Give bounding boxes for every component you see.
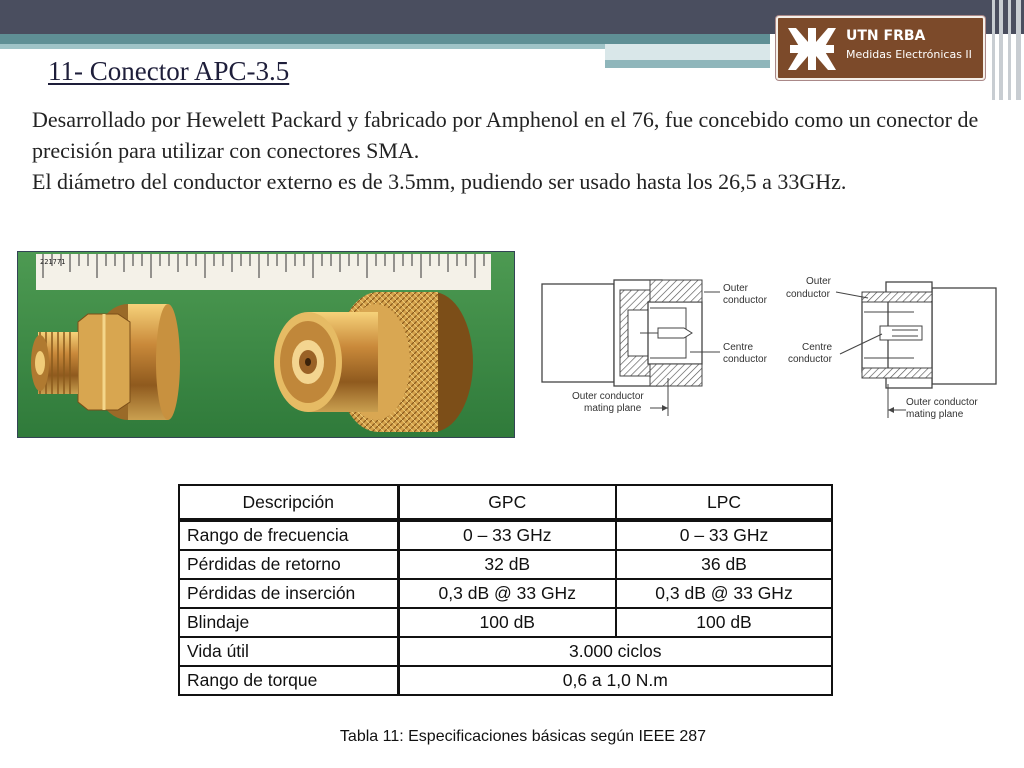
connector-diagram [540,268,1010,430]
svg-text:conductor: conductor [723,354,767,365]
utn-logo [776,16,985,80]
connector-photo-image [18,252,515,438]
table-row [179,520,832,550]
connector-photo [17,251,515,438]
header-cell: Descripción [179,485,398,520]
header-cell: LPC [616,485,832,520]
paragraph-1: Desarrollado por Hewelett Packard y fabricado por Amphenol en el 76, fue concebido como un conector de precisión para utilizar con conectores SMA. [32,107,979,163]
spec-table [178,484,833,696]
paragraph-2: El diámetro del conductor externo es de 3.5mm, pudiendo ser usado hasta los 26,5 a 33GHz. [32,169,847,194]
row-label: Blindaje [179,608,398,637]
logo-subtitle: Medidas Electrónicas II [846,48,972,61]
header-stripe [0,34,770,44]
table-row [179,550,832,579]
row-label: Rango de frecuencia [179,520,398,550]
svg-text:conductor: conductor [786,289,830,300]
gpc-cell: 0,3 dB @ 33 GHz [398,579,616,608]
gpc-cell: 100 dB [398,608,616,637]
header-stripe-light [0,44,605,49]
slide-body [32,104,992,197]
svg-text:conductor: conductor [723,295,767,306]
merged-cell: 3.000 ciclos [398,637,832,666]
table-caption: Tabla 11: Especificaciones básicas según IEEE 287 [339,728,707,745]
header-cell: GPC [398,485,616,520]
svg-text:mating plane: mating plane [906,409,964,420]
logo-title: UTN FRBA [846,28,926,44]
utn-emblem-icon [784,24,840,74]
decorative-bars [990,0,1024,100]
lpc-cell: 0 – 33 GHz [616,520,832,550]
lpc-cell: 36 dB [616,550,832,579]
lpc-cell: 0,3 dB @ 33 GHz [616,579,832,608]
centre-conductor-label-1: Centre [723,342,754,353]
table-row [179,579,832,608]
row-label: Pérdidas de retorno [179,550,398,579]
header-stripe-accent [605,60,770,68]
gpc-cell: 0 – 33 GHz [398,520,616,550]
gpc-cell: 32 dB [398,550,616,579]
cross-section-drawing [540,268,1010,430]
mating-plane-label-1: Outer conductor [572,391,644,402]
table-row [179,608,832,637]
outer-conductor-label-1: Outer [723,283,749,294]
lpc-cell: 100 dB [616,608,832,637]
row-label: Vida útil [179,637,398,666]
table-row [179,666,832,695]
mating-plane-label-2: Outer conductor [906,397,978,408]
svg-text:conductor: conductor [788,354,832,365]
outer-conductor-label-2: Outer [806,276,832,287]
table-header-row [179,485,832,520]
row-label: Pérdidas de inserción [179,579,398,608]
row-label: Rango de torque [179,666,398,695]
svg-text:mating plane: mating plane [584,403,642,414]
ruler-label: 221771 [40,258,66,266]
slide-title: 11- Conector APC-3.5 [48,56,290,86]
merged-cell: 0,6 a 1,0 N.m [398,666,832,695]
table-row [179,637,832,666]
centre-conductor-label-2: Centre [802,342,833,353]
